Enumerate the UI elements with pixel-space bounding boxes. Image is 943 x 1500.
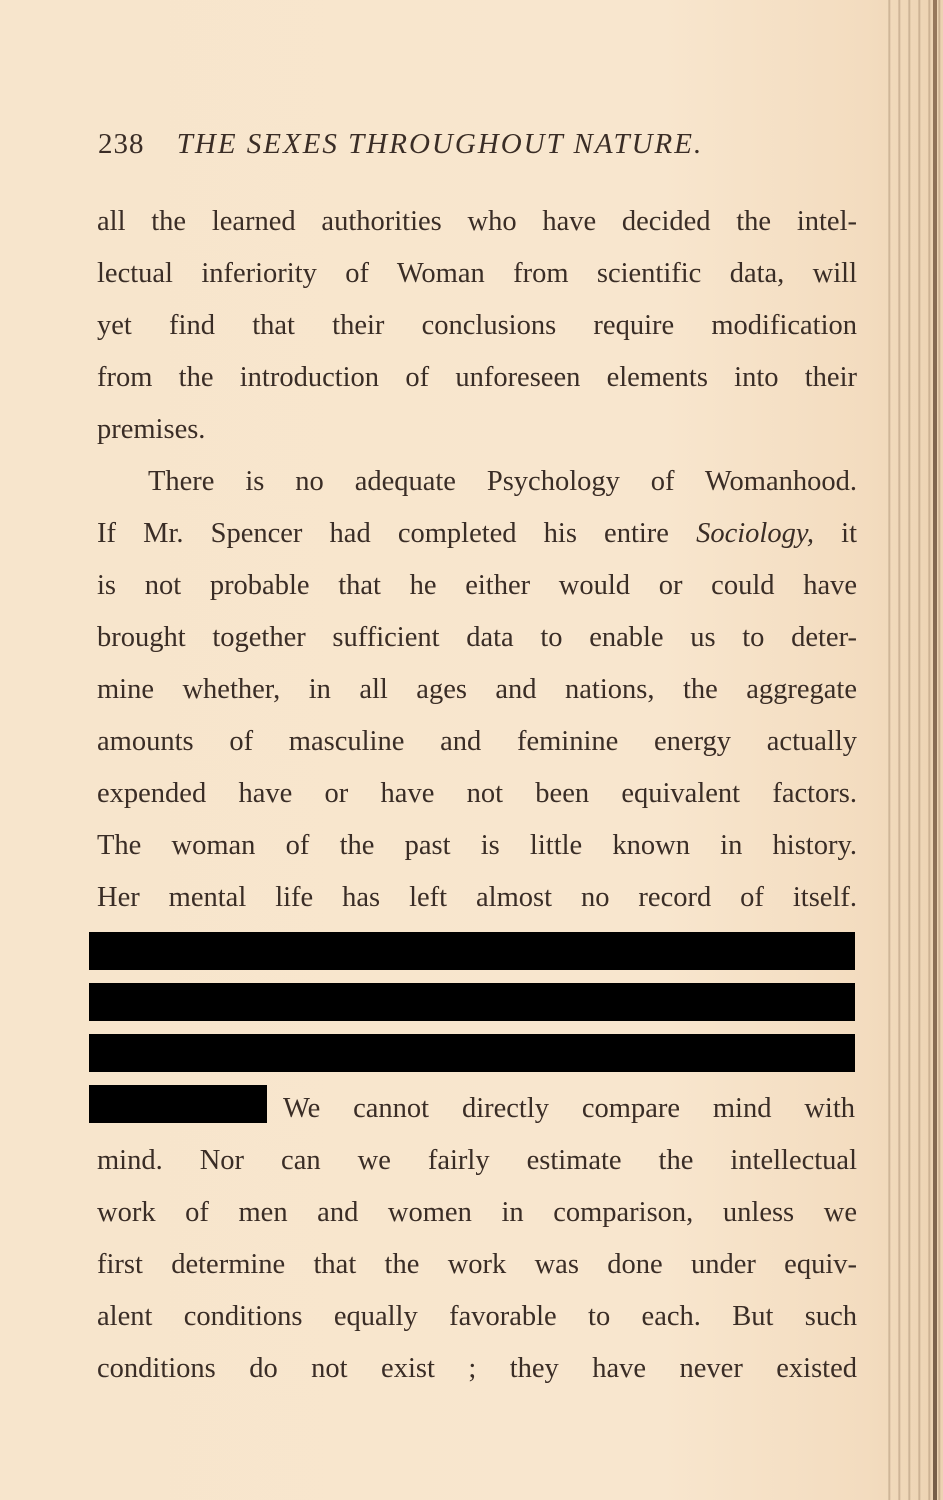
text-line: We cannot directly compare mind with [283, 1093, 855, 1124]
text-line: lectual inferiority of Woman from scientific data, will [97, 258, 857, 289]
text-line: alent conditions equally favorable to each. But such [97, 1301, 857, 1332]
page-number: 238 [98, 128, 145, 160]
text-line: There is no adequate Psychology of Womanhood. [148, 466, 857, 497]
text-line: Her mental life has left almost no record of itself. [97, 882, 857, 913]
text-line: conditions do not exist ; they have never existed [97, 1353, 857, 1384]
text-line: brought together sufficient data to enable us to deter- [97, 622, 857, 653]
text-line: all the learned authorities who have decided the intel- [97, 206, 857, 237]
text-line: expended have or have not been equivalent factors. [97, 778, 857, 809]
text-fragment: If Mr. Spencer had completed his entire [97, 518, 669, 549]
text-line: premises. [97, 414, 206, 445]
redaction-bar [89, 932, 855, 970]
redaction-bar [89, 983, 855, 1021]
text-line: mine whether, in all ages and nations, the aggregate [97, 674, 857, 705]
redaction-bar [89, 1034, 855, 1072]
text-line: amounts of masculine and feminine energy actually [97, 726, 857, 757]
redaction-bar [89, 1085, 267, 1123]
running-header [98, 128, 858, 168]
text-line: first determine that the work was done under equiv- [97, 1249, 857, 1280]
text-line: from the introduction of unforeseen elements into their [97, 362, 857, 393]
text-line: mind. Nor can we fairly estimate the intellectual [97, 1145, 857, 1176]
text-line: yet find that their conclusions require modification [97, 310, 857, 341]
text-line [97, 508, 857, 560]
text-fragment: it [841, 518, 858, 549]
page-edge-shadow [933, 0, 937, 1500]
running-title: THE SEXES THROUGHOUT NATURE. [176, 128, 704, 160]
text-line: The woman of the past is little known in history. [97, 830, 857, 861]
italic-title: Sociology, [696, 518, 815, 549]
text-line: is not probable that he either would or could have [97, 570, 857, 601]
text-line: work of men and women in comparison, unless we [97, 1197, 857, 1228]
